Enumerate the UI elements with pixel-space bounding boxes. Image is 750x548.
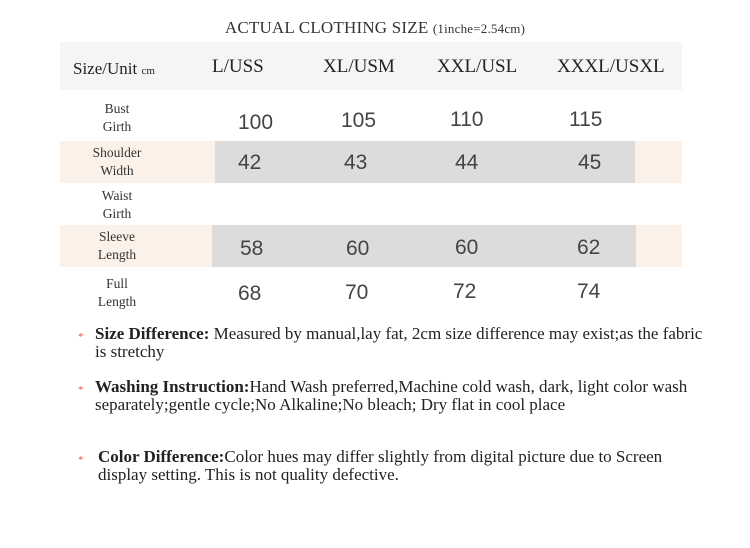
row-label-line1: Full (106, 276, 128, 291)
bullet-star-icon: * (78, 331, 84, 343)
row-highlight (212, 225, 636, 267)
cell-value: 70 (345, 281, 369, 304)
note-text: Color hues may differ slightly from digital picture due to Screen display setting. This is not quality defective. (98, 447, 663, 484)
row-label (78, 187, 156, 223)
cell-value: 115 (569, 108, 603, 131)
table-row-waist (60, 184, 682, 226)
row-label (78, 275, 156, 311)
bullet-star-icon: * (78, 454, 84, 466)
note-text: Hand Wash preferred,Machine cold wash, dark, light color wash separately;gentle cycle;No Alkaline;No bleach; Dry flat in cool place (95, 377, 688, 414)
row-label-line2: Length (97, 294, 137, 309)
header-col-xl: XL/USM (323, 56, 395, 77)
note-heading: Color Difference: (98, 447, 225, 466)
cell-value: 100 (238, 111, 274, 134)
bullet-star-icon: * (78, 384, 84, 396)
cell-value: 42 (238, 151, 262, 174)
cell-value: 110 (450, 108, 484, 131)
cell-value: 58 (240, 237, 264, 260)
row-label-line2: Girth (102, 119, 132, 134)
note-text: Measured by manual,lay fat, 2cm size difference may exist;as the fabric is stretchy (95, 324, 703, 361)
table-row-bust (60, 97, 682, 139)
header-col-xxl: XXL/USL (437, 56, 518, 77)
cell-value: 44 (455, 151, 479, 174)
cell-value: 62 (577, 236, 601, 259)
cell-value: 45 (578, 151, 602, 174)
table-row-full-length (60, 272, 682, 314)
row-label-line1: Waist (101, 188, 133, 203)
row-highlight (215, 141, 635, 183)
note-heading: Washing Instruction: (95, 377, 250, 396)
cell-value: 72 (453, 280, 477, 303)
cell-value: 60 (455, 236, 479, 259)
cell-value: 74 (577, 280, 601, 303)
row-label-line2: Width (100, 163, 134, 178)
table-header (60, 42, 682, 90)
row-label-line2: Girth (102, 206, 132, 221)
row-label (78, 228, 156, 264)
title-unit-note: (1inche=2.54cm) (432, 21, 526, 36)
row-label-line1: Sleeve (99, 229, 135, 244)
cell-value: 43 (344, 151, 368, 174)
row-label-line1: Bust (104, 101, 130, 116)
header-unit-label: Size/Unit (73, 59, 138, 78)
chart-title (0, 18, 750, 38)
row-label-line2: Length (97, 247, 137, 262)
table-row-shoulder (60, 141, 682, 183)
header-unit-cm: cm (141, 65, 155, 77)
cell-value: 105 (341, 109, 377, 132)
row-label (78, 100, 156, 136)
cell-value: 60 (346, 237, 370, 260)
header-col-xxxl: XXXL/USXL (557, 56, 665, 77)
header-col-l: L/USS (212, 56, 264, 77)
header-size-unit (73, 59, 155, 79)
table-row-sleeve (60, 225, 682, 267)
note-heading: Size Difference: (95, 324, 210, 343)
cell-value: 68 (238, 282, 262, 305)
row-label-line1: Shoulder (92, 145, 142, 160)
row-label (78, 144, 156, 180)
title-main: ACTUAL CLOTHING SIZE (224, 18, 429, 37)
